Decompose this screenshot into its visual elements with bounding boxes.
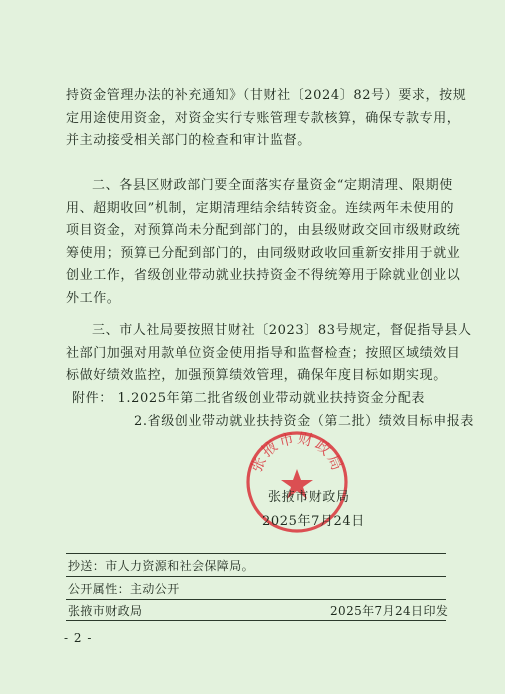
signature-date: 2025年7月24日 [262, 514, 365, 529]
footer-divider [66, 599, 446, 600]
paragraph-2-line: 项目资金，对预算尚未分配到部门的，由县级财政交回市级财政统 [66, 223, 461, 238]
signature-block [262, 486, 365, 534]
paragraph-3-line: 三、市人社局要按照甘财社〔2023〕83号规定，督促指导县人 [92, 323, 472, 338]
attachment-item: 1.2025年第二批省级创业带动就业扶持资金分配表 [117, 391, 426, 406]
paragraph-1-line: 持资金管理办法的补充通知》（甘财社〔2024〕82号）要求，按规 [66, 88, 467, 103]
paragraph-3-line: 社部门加强对用款单位资金使用指导和监督检查；按照区域绩效目 [66, 345, 461, 361]
seal-text: 张掖市财政局 [246, 429, 348, 475]
disclosure-line: 公开属性：主动公开 [68, 582, 180, 596]
paragraph-2-line: 二、各县区财政部门要全面落实存量资金“定期清理、限期使 [92, 178, 453, 193]
attachment-row-1 [72, 388, 472, 411]
paragraph-2-line: 创业工作，省级创业带动就业扶持资金不得统筹用于除就业创业以 [66, 268, 461, 283]
paragraph-2-line: 外工作。 [66, 290, 121, 306]
paragraph-2-line: 用、超期收回”机制，定期清理结余结转资金。连续两年未使用的 [66, 200, 455, 216]
signature-org: 张掖市财政局 [268, 490, 350, 505]
issuer-name: 张掖市财政局 [68, 604, 143, 618]
attachment-label: 附件： [72, 391, 113, 406]
paragraph-1 [66, 85, 467, 153]
cc-line: 抄送：市人力资源和社会保障局。 [68, 559, 255, 573]
page-number: - 2 - [64, 631, 93, 645]
attachments [72, 388, 475, 433]
paragraph-1-line: 并主动接受相关部门的检查和审计监督。 [66, 133, 311, 148]
footer-divider [66, 576, 446, 577]
paragraph-2-line: 筹使用；预算已分配到部门的，由同级财政收回重新安排用于就业 [66, 245, 461, 261]
attachment-item: 2.省级创业带动就业扶持资金（第二批）绩效目标申报表 [134, 413, 475, 429]
footer-divider [66, 620, 446, 621]
paragraph-3 [66, 320, 472, 388]
paragraph-1-line: 定用途使用资金，对资金实行专账管理专款核算，确保专款专用， [66, 110, 461, 126]
paragraph-2 [66, 175, 461, 310]
paragraph-3-line: 标做好绩效监控，加强预算绩效管理，确保年度目标如期实现。 [66, 368, 447, 383]
print-date: 2025年7月24日印发 [330, 604, 449, 618]
footer-divider [66, 553, 446, 554]
